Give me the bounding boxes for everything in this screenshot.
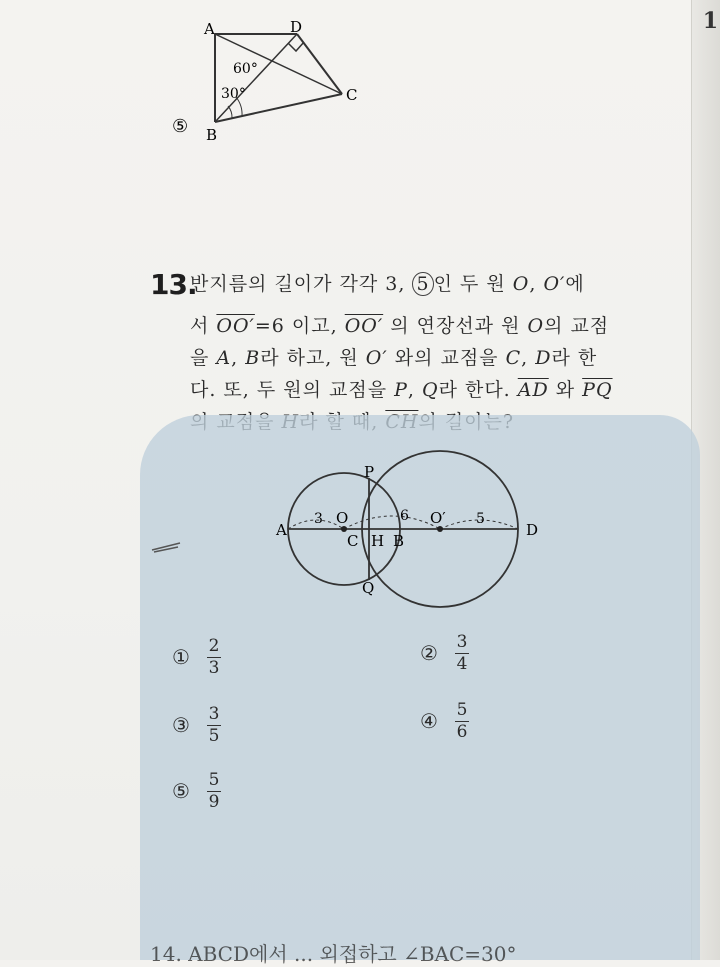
problem-text-segment: O — [512, 273, 530, 295]
fraction-numerator: 3 — [456, 632, 468, 652]
fraction-denominator: 3 — [208, 658, 220, 678]
problem-text-segment: OO′ — [344, 315, 384, 337]
prev-label-A: A — [204, 20, 215, 38]
prev-label-C: C — [346, 86, 358, 104]
choice-marker: ③ — [172, 713, 190, 737]
fraction-denominator: 4 — [456, 654, 468, 674]
problem-text-segment: O′ — [365, 347, 388, 369]
choice-fraction — [454, 700, 470, 743]
problem-text-segment: 다. 또, 두 원의 교점을 — [190, 379, 395, 401]
problem-text-segment: , — [521, 347, 536, 369]
fraction-denominator: 6 — [456, 722, 468, 742]
problem-text-segment: , — [231, 347, 246, 369]
label-B: B — [393, 532, 405, 550]
segment-label-5: 5 — [476, 511, 485, 527]
label-O: O — [336, 509, 349, 527]
problem-text-segment: 와 — [548, 379, 583, 401]
problem-text-segment: 서 — [190, 315, 217, 337]
problem-text-segment: O′ — [543, 273, 566, 295]
label-H: H — [371, 532, 385, 550]
segment-label-6: 6 — [400, 508, 409, 524]
label-P: P — [364, 463, 375, 481]
circles-figure — [270, 445, 560, 625]
label-D: D — [526, 521, 539, 539]
problem-text-segment: 에 — [565, 273, 585, 295]
problem-text-segment: 반지름의 길이가 각각 3, — [190, 273, 413, 295]
problem-text-segment: 의 교점 — [544, 315, 610, 337]
problem-text-segment: 라 하고, 원 — [260, 347, 366, 369]
next-page-number-fragment: 1 — [702, 8, 718, 34]
problem-text-segment: =6 이고, — [254, 315, 345, 337]
problem-line-3 — [190, 346, 597, 370]
label-O-prime: O′ — [430, 509, 446, 527]
problem-text-segment: OO′ — [216, 315, 255, 337]
choice-fraction — [454, 632, 470, 675]
choice-marker: ① — [172, 645, 190, 669]
label-C: C — [347, 532, 359, 550]
next-problem-peek: 14. ABCD에서 ... 외접하고 ∠BAC=30° — [150, 942, 517, 966]
problem-text-segment: P — [394, 379, 408, 401]
fraction-denominator: 9 — [208, 792, 220, 812]
problem-text-segment: $\overline{PQ}$ — [582, 379, 613, 401]
problem-text-segment: O — [527, 315, 545, 337]
problem-text-segment: 의 연장선과 원 — [383, 315, 528, 337]
problem-text-segment: 라 한다. — [438, 379, 518, 401]
choice-marker: ② — [420, 641, 438, 665]
label-A: A — [276, 521, 287, 539]
segment-label-3: 3 — [314, 511, 323, 527]
prev-angle-60: 60° — [233, 61, 258, 77]
problem-text-segment: 와의 교점을 — [387, 347, 506, 369]
choice-marker: ④ — [420, 709, 438, 733]
prev-choice-5: ⑤ — [172, 116, 189, 137]
problem-line-2 — [190, 314, 609, 338]
fraction-denominator: 5 — [208, 726, 220, 746]
problem-line-4 — [190, 378, 613, 402]
problem-text-segment: B — [245, 347, 261, 369]
problem-text-segment: 5 — [412, 272, 433, 296]
choice-fraction — [206, 770, 222, 813]
choice-fraction — [206, 636, 222, 679]
problem-text-segment: D — [535, 347, 552, 369]
problem-text-segment: A — [216, 347, 232, 369]
pen-scribble — [150, 540, 184, 554]
prev-angle-30: 30° — [221, 86, 246, 102]
prev-label-D: D — [290, 18, 303, 36]
fraction-numerator: 5 — [208, 770, 220, 790]
label-Q: Q — [362, 579, 375, 597]
problem-text-segment: 인 두 원 — [433, 273, 513, 295]
fraction-numerator: 2 — [208, 636, 220, 656]
problem-text-segment: $\overline{AD}$ — [517, 379, 549, 401]
problem-text-segment: , — [407, 379, 422, 401]
choice-marker: ⑤ — [172, 779, 190, 803]
problem-text-segment: C — [505, 347, 522, 369]
prev-problem-figure — [170, 10, 370, 150]
prev-label-B: B — [206, 126, 218, 144]
fraction-numerator: 3 — [208, 704, 220, 724]
problem-line-1 — [190, 272, 585, 296]
problem-text-segment: Q — [422, 379, 439, 401]
problem-text-segment: , — [529, 273, 544, 295]
problem-text-segment: 을 — [190, 347, 217, 369]
fraction-numerator: 5 — [456, 700, 468, 720]
choice-fraction — [206, 704, 222, 747]
problem-number: 13. — [150, 268, 197, 301]
problem-text-segment: 라 한 — [551, 347, 598, 369]
